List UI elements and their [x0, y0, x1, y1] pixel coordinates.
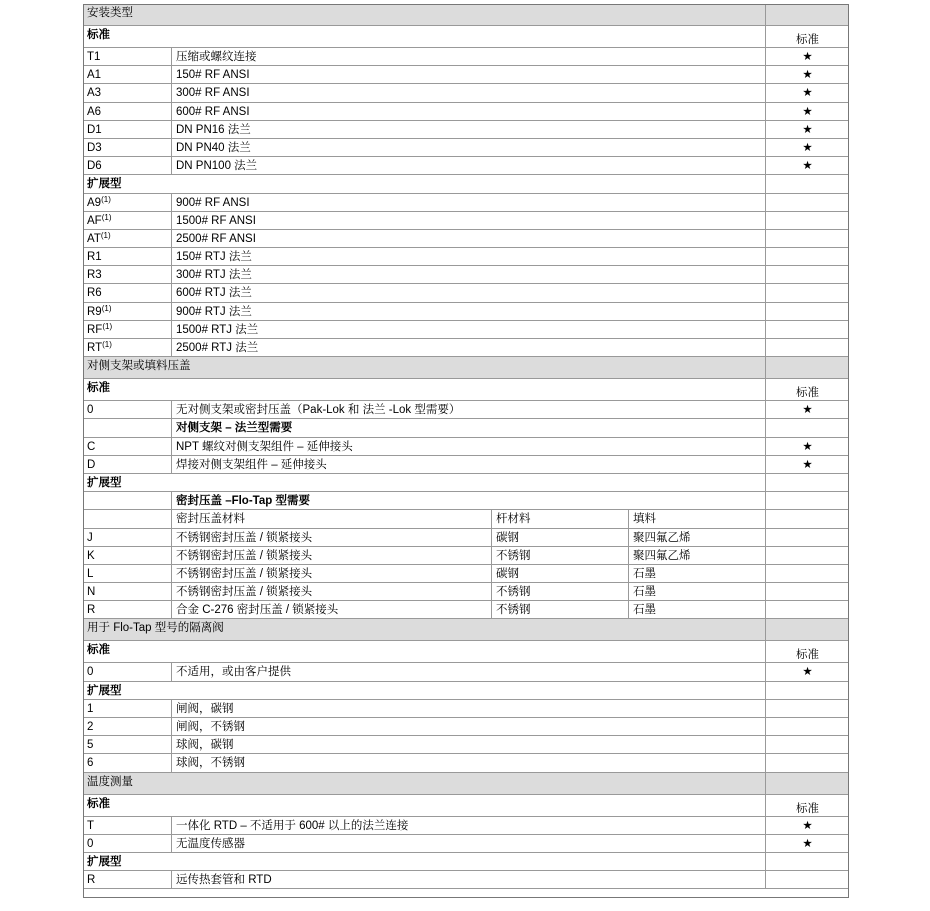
seal-material-cell: 合金 C-276 密封压盖 / 锁紧接头	[172, 601, 492, 618]
section-header	[83, 773, 849, 795]
packing-cell: 聚四氟乙烯	[629, 529, 766, 546]
code-cell	[83, 66, 172, 83]
mark-header: 标准	[796, 387, 819, 400]
desc-cell: 300# RF ANSI	[172, 84, 766, 101]
star-mark: ★	[802, 819, 813, 832]
desc-cell: 900# RF ANSI	[172, 194, 766, 211]
code-text: A1	[87, 69, 102, 82]
section-title: 安装类型	[83, 4, 766, 25]
group-label: 扩展型	[83, 682, 766, 699]
table-row	[83, 339, 849, 357]
rod-material-cell: 不锈钢	[492, 601, 629, 618]
subheading: 对侧支架 – 法兰型需要	[172, 419, 766, 436]
group-label: 扩展型	[83, 474, 766, 491]
table-row	[83, 700, 849, 718]
star-mark	[766, 321, 849, 338]
standard-rows	[83, 817, 849, 853]
code-text: AF	[87, 214, 102, 227]
table-row	[83, 266, 849, 284]
table-row	[83, 663, 849, 681]
section-header	[83, 4, 849, 26]
code-cell	[83, 754, 172, 771]
extended-rows	[83, 871, 849, 889]
code-text: D6	[87, 160, 102, 173]
col-rod-material: 杆材料	[492, 510, 629, 527]
code-cell	[83, 339, 172, 356]
group-label: 扩展型	[83, 853, 766, 870]
code-cell: R	[83, 601, 172, 618]
group-label: 标准	[83, 379, 766, 400]
desc-cell: 闸阀，碳钢	[172, 700, 766, 717]
seal-material-cell: 不锈钢密封压盖 / 锁紧接头	[172, 547, 492, 564]
table-row	[83, 139, 849, 157]
section-header	[83, 357, 849, 379]
code-text: 0	[87, 837, 94, 850]
table-row	[83, 736, 849, 754]
group-label: 扩展型	[83, 175, 766, 192]
col-packing: 填料	[629, 510, 766, 527]
desc-cell: 球阀，碳钢	[172, 736, 766, 753]
desc-cell: NPT 螺纹对侧支架组件 – 延伸接头	[172, 438, 766, 455]
group-header	[83, 474, 849, 492]
star-mark: ★	[802, 123, 813, 136]
code-cell: C	[83, 438, 172, 455]
star-mark	[766, 583, 849, 600]
desc-cell: 闸阀，不锈钢	[172, 718, 766, 735]
star-mark	[766, 266, 849, 283]
group-header	[83, 853, 849, 871]
footnote-ref: (1)	[102, 321, 113, 331]
extended-rows	[83, 700, 849, 773]
table-row	[83, 230, 849, 248]
code-cell: D	[83, 456, 172, 473]
table-row	[83, 401, 849, 419]
star-mark: ★	[802, 837, 813, 850]
model-code-table	[83, 4, 849, 889]
section-header	[83, 619, 849, 641]
rod-material-cell: 不锈钢	[492, 583, 629, 600]
star-mark	[766, 230, 849, 247]
code-text: R1	[87, 251, 102, 264]
desc-cell: 无对侧支架或密封压盖（Pak-Lok 和 法兰 -Lok 型需要）	[172, 401, 766, 418]
group-header	[83, 379, 849, 401]
desc-cell: DN PN40 法兰	[172, 139, 766, 156]
desc-cell: 2500# RF ANSI	[172, 230, 766, 247]
table-row	[83, 583, 849, 601]
standard-rows	[83, 48, 849, 175]
code-cell	[83, 212, 172, 229]
star-mark	[766, 339, 849, 356]
packing-cell: 聚四氟乙烯	[629, 547, 766, 564]
star-mark: ★	[802, 105, 813, 118]
section-title: 用于 Flo-Tap 型号的隔离阀	[83, 619, 766, 640]
star-mark	[766, 284, 849, 301]
star-mark	[766, 736, 849, 753]
code-cell	[83, 230, 172, 247]
table-row	[83, 194, 849, 212]
star-mark	[766, 718, 849, 735]
section-title: 温度测量	[83, 773, 766, 794]
table-row	[83, 817, 849, 835]
desc-cell: 不适用，或由客户提供	[172, 663, 766, 680]
footnote-ref: (1)	[101, 212, 112, 222]
section-title: 对侧支架或填料压盖	[83, 357, 766, 378]
table-row	[83, 284, 849, 302]
code-cell	[83, 266, 172, 283]
star-mark	[766, 565, 849, 582]
code-text: A9	[87, 196, 102, 209]
packing-cell: 石墨	[629, 601, 766, 618]
col-seal-material: 密封压盖材料	[172, 510, 492, 527]
code-text: 6	[87, 757, 94, 770]
group-header	[83, 682, 849, 700]
code-cell	[83, 700, 172, 717]
table-row	[83, 84, 849, 102]
table-row	[83, 157, 849, 175]
code-cell	[83, 103, 172, 120]
code-text: 1	[87, 702, 94, 715]
star-mark	[766, 754, 849, 771]
desc-cell: 焊接对侧支架组件 – 延伸接头	[172, 456, 766, 473]
code-cell	[83, 48, 172, 65]
table-row	[83, 48, 849, 66]
table-row	[83, 547, 849, 565]
code-cell	[83, 194, 172, 211]
desc-cell: 600# RF ANSI	[172, 103, 766, 120]
code-cell	[83, 718, 172, 735]
star-mark	[766, 248, 849, 265]
code-cell	[83, 321, 172, 338]
code-cell: L	[83, 565, 172, 582]
table-row	[83, 66, 849, 84]
desc-cell: 远传热套管和 RTD	[172, 871, 766, 888]
code-text: A3	[87, 87, 102, 100]
code-cell: 0	[83, 663, 172, 680]
star-mark: ★	[802, 458, 813, 471]
group-label: 标准	[83, 26, 766, 47]
star-mark	[766, 547, 849, 564]
packing-cell: 石墨	[629, 583, 766, 600]
subheading: 密封压盖 –Flo-Tap 型需要	[172, 492, 766, 509]
star-mark: ★	[802, 69, 813, 82]
star-mark	[766, 871, 849, 888]
star-mark	[766, 529, 849, 546]
footnote-ref: (1)	[102, 340, 112, 349]
group-label: 标准	[83, 641, 766, 662]
code-cell: J	[83, 529, 172, 546]
seal-material-cell: 不锈钢密封压盖 / 锁紧接头	[172, 565, 492, 582]
code-text: R9	[87, 305, 102, 318]
desc-cell: 300# RTJ 法兰	[172, 266, 766, 283]
code-cell	[83, 84, 172, 101]
star-mark	[766, 303, 849, 320]
rod-material-cell: 碳钢	[492, 565, 629, 582]
desc-cell: 一体化 RTD – 不适用于 600# 以上的法兰连接	[172, 817, 766, 834]
desc-cell: 无温度传感器	[172, 835, 766, 852]
code-cell	[83, 121, 172, 138]
mark-header: 标准	[796, 802, 819, 815]
group-label: 标准	[83, 795, 766, 816]
table-row	[83, 321, 849, 339]
mark-header: 标准	[796, 34, 819, 46]
group-header	[83, 26, 849, 48]
code-text: 2	[87, 721, 94, 733]
extended-rows	[83, 194, 849, 358]
code-text: T	[87, 819, 95, 832]
code-text: T1	[87, 51, 101, 63]
table-row	[83, 121, 849, 139]
code-cell	[83, 157, 172, 174]
code-text: R	[87, 874, 96, 887]
desc-cell: 600# RTJ 法兰	[172, 284, 766, 301]
seal-material-cell: 不锈钢密封压盖 / 锁紧接头	[172, 583, 492, 600]
star-mark: ★	[802, 666, 813, 679]
table-row	[83, 718, 849, 736]
desc-cell: DN PN100 法兰	[172, 157, 766, 174]
code-cell: N	[83, 583, 172, 600]
code-text: D3	[87, 141, 102, 154]
code-text: 5	[87, 739, 94, 752]
code-text: R6	[87, 287, 102, 300]
table-row	[83, 303, 849, 321]
desc-cell: 150# RTJ 法兰	[172, 248, 766, 265]
desc-cell: 球阀，不锈钢	[172, 754, 766, 771]
footnote-ref: (1)	[101, 194, 111, 204]
code-cell	[83, 736, 172, 753]
code-cell	[83, 871, 172, 888]
packing-cell: 石墨	[629, 565, 766, 582]
star-mark: ★	[802, 404, 813, 417]
code-cell	[83, 817, 172, 834]
table-row	[83, 529, 849, 547]
code-cell	[83, 284, 172, 301]
code-text: RF	[87, 323, 103, 336]
desc-cell: 150# RF ANSI	[172, 66, 766, 83]
table-row	[83, 565, 849, 583]
code-cell	[83, 835, 172, 852]
star-mark	[766, 601, 849, 618]
star-mark: ★	[802, 87, 813, 100]
table-row	[83, 212, 849, 230]
rod-material-cell: 碳钢	[492, 529, 629, 546]
code-cell: 0	[83, 401, 172, 418]
code-cell: K	[83, 547, 172, 564]
table-row	[83, 456, 849, 474]
subheading-row	[83, 492, 849, 510]
desc-cell: 900# RTJ 法兰	[172, 303, 766, 320]
code-text: R3	[87, 269, 102, 282]
group-header	[83, 641, 849, 663]
table-row	[83, 871, 849, 889]
table-row	[83, 754, 849, 772]
column-header-row	[83, 510, 849, 528]
mark-header: 标准	[796, 649, 819, 662]
table-row	[83, 103, 849, 121]
table-row	[83, 438, 849, 456]
desc-cell: 1500# RF ANSI	[172, 212, 766, 229]
group-header	[83, 175, 849, 193]
star-mark	[766, 212, 849, 229]
star-mark: ★	[802, 160, 813, 173]
desc-cell: 压缩或螺纹连接	[172, 48, 766, 65]
code-cell	[83, 303, 172, 320]
desc-cell: DN PN16 法兰	[172, 121, 766, 138]
star-mark: ★	[802, 51, 813, 63]
seal-material-cell: 不锈钢密封压盖 / 锁紧接头	[172, 529, 492, 546]
group-header	[83, 795, 849, 817]
footnote-ref: (1)	[101, 303, 112, 313]
seal-rows	[83, 529, 849, 620]
desc-cell: 2500# RTJ 法兰	[172, 339, 766, 356]
desc-cell: 1500# RTJ 法兰	[172, 321, 766, 338]
rod-material-cell: 不锈钢	[492, 547, 629, 564]
code-text: RT	[87, 342, 103, 354]
code-cell	[83, 248, 172, 265]
code-text: AT	[87, 232, 101, 245]
table-row	[83, 601, 849, 619]
star-mark	[766, 700, 849, 717]
star-mark	[766, 194, 849, 211]
table-row	[83, 835, 849, 853]
subheading-row	[83, 419, 849, 437]
star-mark: ★	[802, 440, 813, 453]
code-text: A6	[87, 105, 102, 118]
footnote-ref: (1)	[100, 230, 111, 240]
star-mark: ★	[802, 141, 813, 154]
table-row	[83, 248, 849, 266]
code-cell	[83, 139, 172, 156]
code-text: D1	[87, 123, 102, 136]
